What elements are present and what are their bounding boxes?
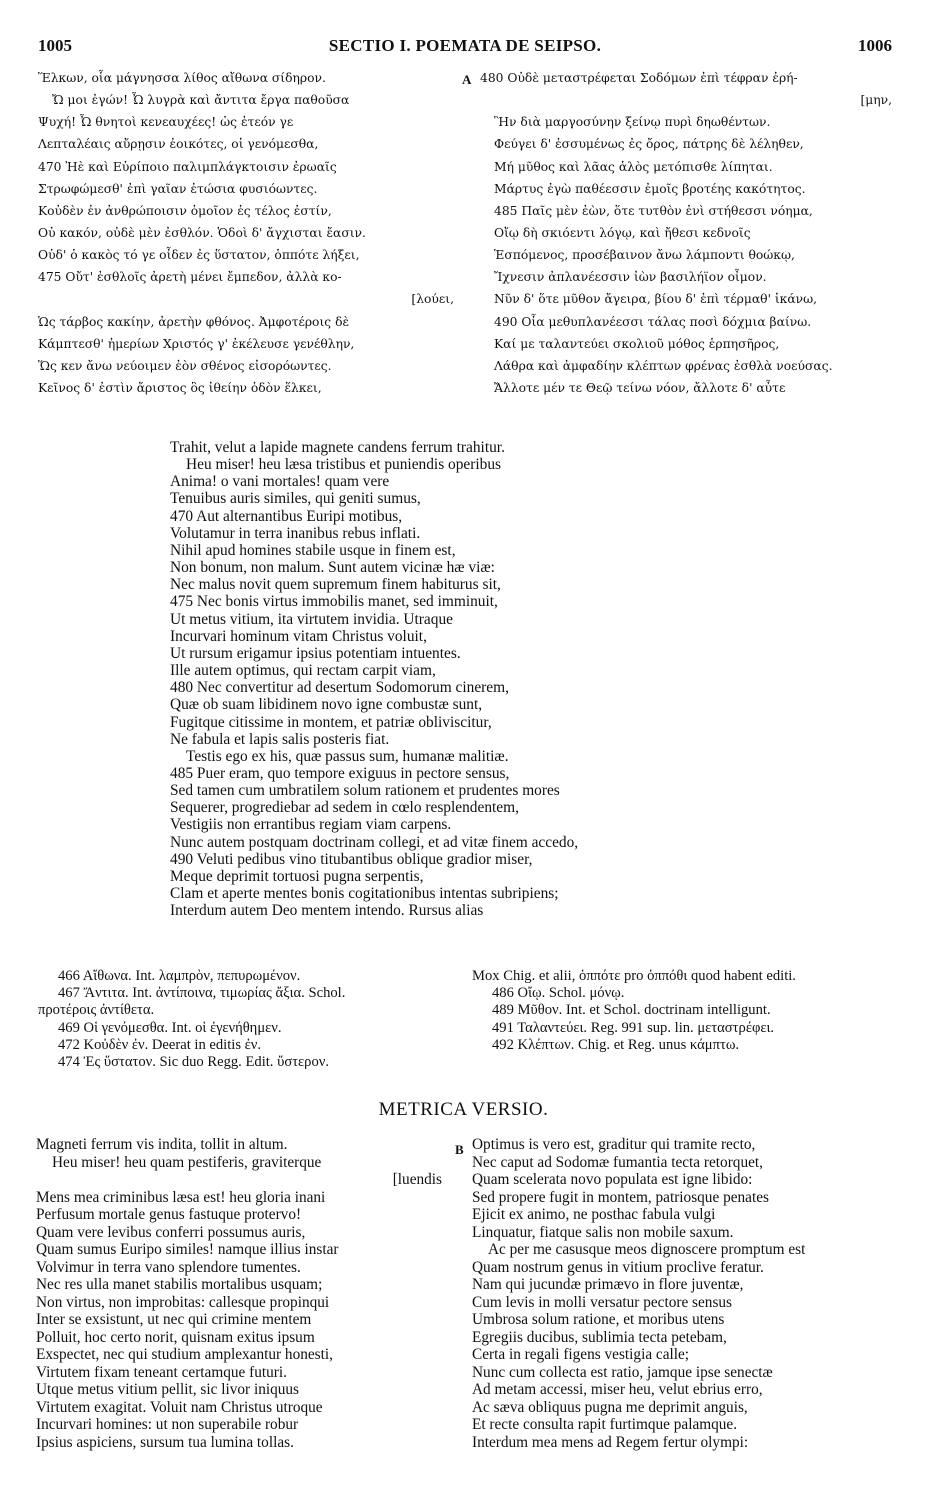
greek-verse-line: Οἴῳ δὴ σκιόεντι λόγῳ, καὶ ἤθεσι κεδνοῖς (494, 225, 751, 240)
greek-verse-line: Οὐ κακόν, οὐδὲ μὲν ἐσθλόν. Ὁδοὶ δ' ἄγχισται ἔασιν. (38, 225, 366, 240)
metrica-verse-line: Ac per me casusque meos dignoscere promptum est (488, 1241, 806, 1258)
metrica-verse-line: [luendis (392, 1171, 442, 1188)
metrica-verse-line: Magneti ferrum vis indita, tollit in altum. (36, 1136, 288, 1153)
metrica-verse-line: Ejicit ex animo, ne posthac fabula vulgi (472, 1206, 716, 1223)
latin-verse-line: 490 Veluti pedibus vino titubantibus oblique gradior miser, (170, 850, 533, 868)
greek-verse-line: Φεύγει δ' ἐσσυμένως ἐς ὄρος, πάτρης δὲ λέληθεν, (494, 137, 804, 152)
greek-verse-line: Λάθρα καὶ ἀμφαδίην κλέπτων φρένας ἐσθλὰ νοεύσας. (494, 358, 833, 373)
greek-verse-line: Ὤ μοι ἐγών! Ὦ λυγρὰ καὶ ἄντιτα ἔργα παθοῦσα (52, 93, 350, 108)
greek-verse-line: 480 Οὐδὲ μεταστρέφεται Σοδόμων ἐπὶ τέφραν ἐρή- (480, 71, 798, 85)
margin-mark-b: B (455, 1142, 464, 1157)
metrica-verse-line: Nec res ulla manet stabilis mortalibus usquam; (36, 1276, 323, 1293)
metrica-verse-line: Interdum mea mens ad Regem fertur olympi: (472, 1433, 749, 1451)
latin-verse-line: Heu miser! heu læsa tristibus et puniendis operibus (186, 456, 502, 474)
metrica-verse-line: Quam vere levibus conferri possumus auris, (36, 1223, 306, 1241)
metrica-verse-line: Quam scelerata novo populata est igne libido: (472, 1171, 753, 1188)
metrica-verse-line: Non virtus, non improbitas: callesque propinqui (36, 1293, 330, 1311)
metrica-verse-line: Linquatur, fiatque salis non mobile saxum. (472, 1223, 734, 1241)
note-line: 466 Αἴθωνα. Int. λαμπρὸν, πεπυρωμένον. (58, 968, 301, 984)
latin-verse-line: Ille autem optimus, qui rectam carpit viam, (170, 662, 436, 680)
metrica-verse-line: Egregiis ducibus, sublimia tecta petebam, (472, 1328, 727, 1346)
latin-verse-line: 485 Puer eram, quo tempore exiguus in pectore sensus, (170, 764, 510, 782)
greek-verse-line: Οὐδ' ὁ κακὸς τό γε οἶδεν ἐς ὕστατον, ὁππότε λήξει, (38, 248, 360, 263)
note-line: 474 Ἐς ὕστατον. Sic duo Regg. Edit. ὕστερον. (58, 1054, 330, 1071)
note-line: Mox Chig. et alii, ὁππότε pro ὁππόθι quod habent editi. (472, 968, 796, 984)
page-number-left: 1005 (38, 36, 72, 55)
note-line: 472 Κοὐδὲν ἐν. Deerat in editis ἐν. (58, 1036, 262, 1053)
latin-verse-line: 480 Nec convertitur ad desertum Sodomorum cinerem, (170, 679, 509, 697)
greek-verse-line: Ἄλλοτε μέν τε Θεῷ τείνω νόον, ἄλλοτε δ' αὖτε (494, 380, 786, 395)
metrica-verse-line: Cum levis in molli versatur pectore sensus (472, 1293, 733, 1311)
latin-verse-line: Nihil apud homines stabile usque in finem est, (170, 541, 456, 559)
greek-text-right-column (480, 67, 892, 399)
latin-verse-line: Volutamur in terra inanibus rebus inflati. (170, 524, 421, 542)
metrica-verse-line: Umbrosa solum ratione, et moribus utens (472, 1311, 725, 1328)
latin-verse-line: 475 Nec bonis virtus immobilis manet, sed imminuit, (170, 593, 498, 611)
greek-verse-line: 490 Οἷα μεθυπλανέεσσι τάλας ποσὶ δόχμια βαίνω. (494, 314, 812, 329)
greek-verse-line: Ἑσπόμενος, προσέβαινον ἄνω λάμποντι θοώκῳ, (494, 248, 795, 263)
metrica-verse-line: Nam qui jucundæ primævo in flore juventæ, (472, 1276, 744, 1293)
latin-verse-line: Interdum autem Deo mentem intendo. Rursus alias (170, 902, 484, 920)
note-line: 489 Μῦθον. Int. et Schol. doctrinam intelligunt. (492, 1002, 771, 1019)
note-line: προτέροις ἀντίθετα. (38, 1002, 155, 1019)
metrica-right-column (472, 1136, 892, 1451)
greek-verse-line: Ὡς τάρβος κακίην, ἀρετὴν φθόνος. Ἀμφοτέροις δὲ (38, 314, 350, 329)
greek-verse-line: Μή μῦθος καὶ λᾶας ἁλὸς μετόπισθε λίπηται. (494, 159, 773, 174)
running-title: SECTIO I. POEMATA DE SEIPSO. (328, 36, 602, 55)
metrica-verse-line: Virtutem exagitat. Voluit nam Christus utroque (36, 1398, 323, 1416)
metrica-verse-line: Et recte consulta rapit furtimque palamque. (472, 1416, 738, 1433)
greek-verse-line: Στρωφώμεσθ' ἐπὶ γαῖαν ἐτώσια φυσιόωντες. (38, 181, 318, 196)
metrica-verse-line: Quam nostrum genus in vitium proclive feratur. (472, 1258, 764, 1276)
metrica-verse-line: Nec caput ad Sodomæ fumantia tecta retorquet, (472, 1153, 763, 1171)
metrica-verse-line: Quam sumus Euripo similes! namque illius instar (36, 1241, 339, 1258)
latin-verse-line: Nunc autem postquam doctrinam collegi, et ad vitæ finem accedo, (170, 833, 579, 851)
metrica-verse-line: Volvimur in terra vano splendore tumentes. (36, 1258, 301, 1276)
margin-mark-a: A (462, 72, 472, 87)
metrica-verse-line: Virtutem fixam teneant certamque futuri. (36, 1363, 287, 1381)
latin-verse-line: Meque deprimit tortuosi pugna serpentis, (170, 867, 424, 885)
metrica-verse-line: Mens mea criminibus læsa est! heu gloria inani (36, 1188, 326, 1206)
metrica-verse-line: Incurvari homines: ut non superabile robur (36, 1416, 299, 1433)
greek-verse-line: 485 Παῖς μὲν ἐὼν, ὅτε τυτθὸν ἐνὶ στήθεσσι νόημα, (494, 203, 813, 218)
greek-verse-line: Ὥς κεν ἄνω νεύοιμεν ἑὸν σθένος εἰσορόωντες. (38, 358, 332, 373)
greek-verse-line: Ἣν διὰ μαργοσύνην ξείνῳ πυρὶ δηωθέντων. (494, 115, 771, 130)
latin-verse-line: Nec malus novit quem supremum finem habiturus sit, (170, 576, 501, 594)
metrica-verse-line: Ipsius aspiciens, sursum tua lumina tollas. (36, 1433, 294, 1451)
metrica-verse-line: Perfusum mortale genus fastuque protervo! (36, 1206, 302, 1223)
latin-verse-line: Ut metus vitium, ita virtutem invidia. Utraque (170, 610, 453, 628)
metrica-verse-line: Ac sæva obliquus pugna me deprimit anguis, (472, 1398, 748, 1416)
latin-verse-line: Sed tamen cum umbratilem solum rationem et prudentes mores (170, 782, 560, 800)
latin-verse-line: Anima! o vani mortales! quam vere (170, 473, 390, 491)
note-line: 469 Οἱ γενόμεσθα. Int. οἱ ἐγενήθημεν. (58, 1019, 282, 1036)
note-line: 467 Ἄντιτα. Int. ἀντίποινα, τιμωρίας ἄξια. Schol. (58, 985, 346, 1002)
latin-verse-line: Non bonum, non malum. Sunt autem vicinæ hæ viæ: (170, 559, 495, 577)
metrica-verse-line: Polluit, hoc certo norit, quisnam exitus ipsum (36, 1328, 315, 1346)
notes-right-column (472, 968, 892, 1054)
greek-verse-line: Κοὐδὲν ἐν ἀνθρώποισιν ὁμοῖον ἐς τέλος ἐστίν, (38, 203, 332, 218)
page-number-right: 1006 (858, 36, 892, 55)
note-line: 491 Ταλαντεύει. Reg. 991 sup. lin. μεταστρέφει. (492, 1019, 775, 1036)
metrica-verse-line: Heu miser! heu quam pestiferis, graviterque (52, 1153, 322, 1171)
note-line: 486 Οἴῳ. Schol. μόνῳ. (492, 985, 625, 1002)
greek-verse-line: Κεῖνος δ' ἐστὶν ἄριστος ὃς ἰθείην ὁδὸν ἕλκει, (38, 380, 322, 395)
greek-verse-line: [μην, (860, 93, 892, 108)
greek-verse-line: Λεπταλέαις αὔρῃσιν ἐοικότες, οἱ γενόμεσθα, (38, 137, 319, 152)
metrica-verse-line: Nunc cum collecta est ratio, jamque ipse senectæ (472, 1363, 773, 1381)
greek-verse-line: Καί με ταλαντεύει σκολιοῦ μόθος ἑρπησῆρος, (494, 336, 780, 351)
greek-verse-line: 470 Ἠὲ καὶ Εὐρίποιο παλιμπλάγκτοισιν ἐρωαῖς (38, 159, 337, 174)
latin-verse-line: Quæ ob suam libidinem novo igne combustæ sunt, (170, 696, 483, 714)
latin-verse-line: 470 Aut alternantibus Euripi motibus, (170, 507, 403, 525)
latin-verse-line: Ne fabula et lapis salis posteris fiat. (170, 730, 390, 748)
metrica-verse-line: Certa in regali figens vestigia calle; (472, 1346, 690, 1363)
greek-verse-line: 475 Οὔτ' ἐσθλοῖς ἀρετὴ μένει ἔμπεδον, ἀλλὰ κο- (38, 270, 342, 285)
greek-verse-line: Κάμπτεσθ' ἡμερίων Χριστός γ' ἐκέλευσε γενέθλην, (38, 336, 355, 351)
latin-verse-line: Incurvari hominum vitam Christus voluit, (170, 627, 427, 645)
metrica-left-column (36, 1136, 448, 1451)
latin-verse-line: Sequerer, progrediebar ad sedem in cœlo resplendentem, (170, 799, 519, 817)
greek-verse-line: Ἴχνεσιν ἀπλανέεσσιν ἰὼν βασιλήϊον οἶμον. (494, 270, 767, 285)
latin-verse-line: Fugitque citissime in montem, et patriæ obliviscitur, (170, 713, 492, 731)
latin-verse-line: Tenuibus auris similes, qui geniti sumus, (170, 490, 421, 508)
metrica-versio-title: METRICA VERSIO. (378, 1099, 549, 1120)
greek-verse-line: Νῦν δ' ὅτε μῦθον ἄγειρα, βίου δ' ἐπὶ τέρμαθ' ἱκάνω, (494, 292, 818, 307)
greek-verse-line: Ψυχή! Ὦ θνητοὶ κενεαυχέες! ὡς ἐτεόν γε (38, 115, 294, 130)
latin-verse-line: Ut rursum erigamur ipsius potentiam intuentes. (170, 644, 461, 662)
greek-verse-line: Μάρτυς ἐγὼ παθέεσσιν ἐμοῖς βροτέης κακότητος. (494, 181, 806, 196)
latin-verse-line: Clam et aperte mentes bonis cogitationibus intentas subripiens; (170, 885, 559, 903)
metrica-verse-line: Ad metam accessi, miser heu, velut ebrius erro, (472, 1381, 763, 1398)
metrica-verse-line: Exspectet, nec qui studium amplexantur honesti, (36, 1346, 333, 1363)
latin-translation (170, 439, 790, 919)
metrica-verse-line: Utque metus vitium pellit, sic livor iniquus (36, 1381, 300, 1398)
notes-left-column (38, 968, 458, 1071)
greek-text-left-column (38, 67, 454, 399)
metrica-verse-line: Optimus is vero est, graditur qui tramite recto, (472, 1136, 756, 1153)
metrica-verse-line: Inter se exsistunt, ut nec qui crimine mentem (36, 1311, 312, 1328)
greek-verse-line: Ἕλκων, οἷα μάγνησσα λίθος αἴθωνα σίδηρον. (38, 71, 326, 85)
latin-verse-line: Vestigiis non errantibus regiam viam carpens. (170, 816, 452, 834)
latin-verse-line: Testis ego ex his, quæ passus sum, humanæ malitiæ. (186, 747, 509, 765)
page-header (38, 36, 892, 60)
note-line: 492 Κλέπτων. Chig. et Reg. unus κάμπτω. (492, 1036, 740, 1053)
greek-verse-line: [λούει, (411, 292, 454, 307)
latin-verse-line: Trahit, velut a lapide magnete candens ferrum trahitur. (170, 439, 505, 456)
metrica-verse-line: Sed propere fugit in montem, patriosque penates (472, 1188, 769, 1206)
